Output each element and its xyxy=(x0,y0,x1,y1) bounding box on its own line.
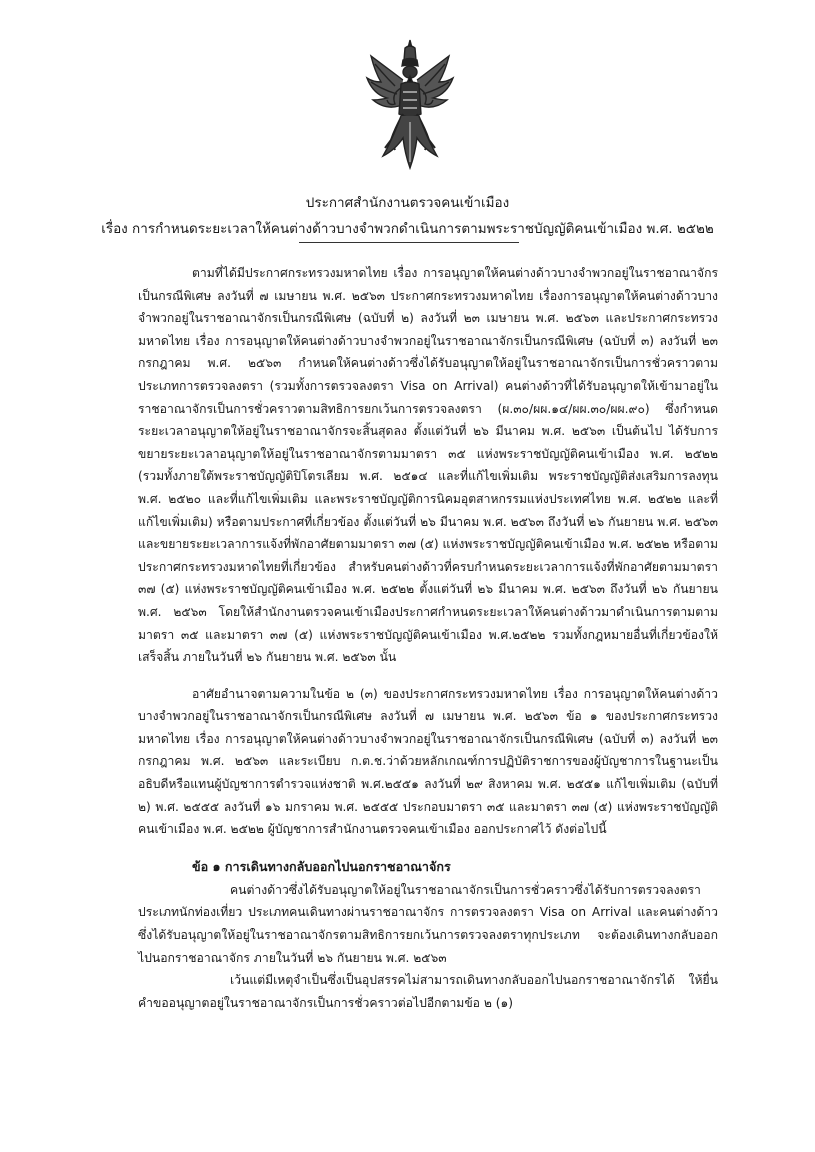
section-1-paragraph-1: คนต่างด้าวซึ่งได้รับอนุญาตให้อยู่ในราชอาณาจักรเป็นการชั่วคราวซึ่งได้รับการตรวจลงตราประเภทนักท่องเที่ยว ประเภทคนเดินทางผ่านราชอาณาจักร การตรวจลงตรา Visa on Arrival และคนต่างด้าวซึ่งได้รับอนุญาตให้อยู่ในราชอาณาจักรตามสิทธิการยกเว้นการตรวจลงตราทุกประเภท จะต้องเดินทางกลับออกไปนอกราชอาณาจักร ภายในวันที่ ๒๖ กันยายน พ.ศ. ๒๕๖๓ xyxy=(138,882,718,965)
announcement-subject: เรื่อง การกำหนดระยะเวลาให้คนต่างด้าวบางจำพวกดำเนินการตามพระราชบัญญัติคนเข้าเมือง พ.ศ. ๒๕๒๒ xyxy=(101,221,714,237)
title-divider xyxy=(299,242,519,243)
section-1-paragraph-2: เว้นแต่มีเหตุจำเป็นซึ่งเป็นอุปสรรคไม่สามารถเดินทางกลับออกไปนอกราชอาณาจักรได้ ให้ยื่นคำขออนุญาตอยู่ในราชอาณาจักรเป็นการชั่วคราวต่อไปอีกตามข้อ ๒ (๑) xyxy=(138,973,718,1010)
paragraph-1: ตามที่ได้มีประกาศกระทรวงมหาดไทย เรื่อง การอนุญาตให้คนต่างด้าวบางจำพวกอยู่ในราชอาณาจักรเป็นกรณีพิเศษ ลงวันที่ ๗ เมษายน พ.ศ. ๒๕๖๓ ประกาศกระทรวงมหาดไทย เรื่องการอนุญาตให้คนต่างด้าวบางจำพวกอยู่ในราชอาณาจักรเป็นกรณีพิเศษ (ฉบับที่ ๒) ลงวันที่ ๒๓ เมษายน พ.ศ. ๒๕๖๓ และประกาศกระทรวงมหาดไทย เรื่อง การอนุญาตให้คนต่างด้าวบางจำพวกอยู่ในราชอาณาจักรเป็นกรณีพิเศษ (ฉบับที่ ๓) ลงวันที่ ๒๓ กรกฎาคม พ.ศ. ๒๕๖๓ กำหนดให้คนต่างด้าวซึ่งได้รับอนุญาตให้อยู่ในราชอาณาจักรเป็นการชั่วคราวตามประเภทการตรวจลงตรา (รวมทั้งการตรวจลงตรา Visa on Arrival) คนต่างด้าวที่ได้รับอนุญาตให้เข้ามาอยู่ในราชอาณาจักรเป็นการชั่วคราวตามสิทธิการยกเว้นการตรวจลงตรา (ผ.๓๐/ผผ.๑๔/ผผ.๓๐/ผผ.๙๐) ซึ่งกำหนดระยะเวลาอนุญาตให้อยู่ในราชอาณาจักรจะสิ้นสุดลง ตั้งแต่วันที่ ๒๖ มีนาคม พ.ศ. ๒๕๖๓ เป็นต้นไป ได้รับการขยายระยะเวลาอนุญาตให้อยู่ในราชอาณาจักรตามมาตรา ๓๕ แห่งพระราชบัญญัติคนเข้าเมือง พ.ศ. ๒๕๒๒ (รวมทั้งภายใต้พระราชบัญญัติปิโตรเลียม พ.ศ. ๒๕๑๔ และที่แก้ไขเพิ่มเติม พระราชบัญญัติส่งเสริมการลงทุน พ.ศ. ๒๕๒๐ และที่แก้ไขเพิ่มเติม และพระราชบัญญัติการนิคมอุตสาหกรรมแห่งประเทศไทย พ.ศ. ๒๕๒๒ และที่แก้ไขเพิ่มเติม) หรือตามประกาศที่เกี่ยวข้อง ตั้งแต่วันที่ ๒๖ มีนาคม พ.ศ. ๒๕๖๓ ถึงวันที่ ๒๖ กันยายน พ.ศ. ๒๕๖๓ และขยายระยะเวลาการแจ้งที่พักอาศัยตามมาตรา ๓๗ (๕) แห่งพระราชบัญญัติคนเข้าเมือง พ.ศ. ๒๕๒๒ หรือตามประกาศกระทรวงมหาดไทยที่เกี่ยวข้อง สำหรับคนต่างด้าวที่ครบกำหนดระยะเวลาการแจ้งที่พักอาศัยตามมาตรา ๓๗ (๕) แห่งพระราชบัญญัติคนเข้าเมือง พ.ศ. ๒๕๒๒ ตั้งแต่วันที่ ๒๖ มีนาคม พ.ศ. ๒๕๖๓ ถึงวันที่ ๒๖ กันยายน พ.ศ. ๒๕๖๓ โดยให้สำนักงานตรวจคนเข้าเมืองประกาศกำหนดระยะเวลาให้คนต่างด้าวมาดำเนินการตามตามมาตรา ๓๕ และมาตรา ๓๗ (๕) แห่งพระราชบัญญัติคนเข้าเมือง พ.ศ.๒๕๒๒ รวมทั้งกฎหมายอื่นที่เกี่ยวข้องให้เสร็จสิ้น ภายในวันที่ ๒๖ กันยายน พ.ศ. ๒๕๖๓ นั้น xyxy=(138,266,718,665)
announcement-title: ประกาศสำนักงานตรวจคนเข้าเมือง xyxy=(305,195,510,211)
announcement-body xyxy=(138,262,718,1014)
announcement-header xyxy=(0,190,815,242)
paragraph-2: อาศัยอำนาจตามความในข้อ ๒ (๓) ของประกาศกระทรวงมหาดไทย เรื่อง การอนุญาตให้คนต่างด้าวบางจำพวกอยู่ในราชอาณาจักรเป็นกรณีพิเศษ ลงวันที่ ๗ เมษายน พ.ศ. ๒๕๖๓ ข้อ ๑ ของประกาศกระทรวงมหาดไทย เรื่อง การอนุญาตให้คนต่างด้าวบางจำพวกอยู่ในราชอาณาจักรเป็นกรณีพิเศษ (ฉบับที่ ๓) ลงวันที่ ๒๓ กรกฎาคม พ.ศ. ๒๕๖๓ และระเบียบ ก.ต.ช.ว่าด้วยหลักเกณฑ์การปฏิบัติราชการของผู้บัญชาการในฐานะเป็นอธิบดีหรือแทนผู้บัญชาการตำรวจแห่งชาติ พ.ศ.๒๕๕๑ ลงวันที่ ๒๙ สิงหาคม พ.ศ. ๒๕๕๑ แก้ไขเพิ่มเติม (ฉบับที่ ๒) พ.ศ. ๒๕๕๕ ลงวันที่ ๑๖ มกราคม พ.ศ. ๒๕๕๕ ประกอบมาตรา ๓๕ และมาตรา ๓๗ (๕) แห่งพระราชบัญญัติคนเข้าเมือง พ.ศ. ๒๕๒๒ ผู้บัญชาการสำนักงานตรวจคนเข้าเมือง ออกประกาศไว้ ดังต่อไปนี้ xyxy=(138,686,718,837)
section-1-heading: ข้อ ๑ การเดินทางกลับออกไปนอกราชอาณาจักร xyxy=(192,858,451,874)
garuda-emblem-icon xyxy=(365,38,455,173)
